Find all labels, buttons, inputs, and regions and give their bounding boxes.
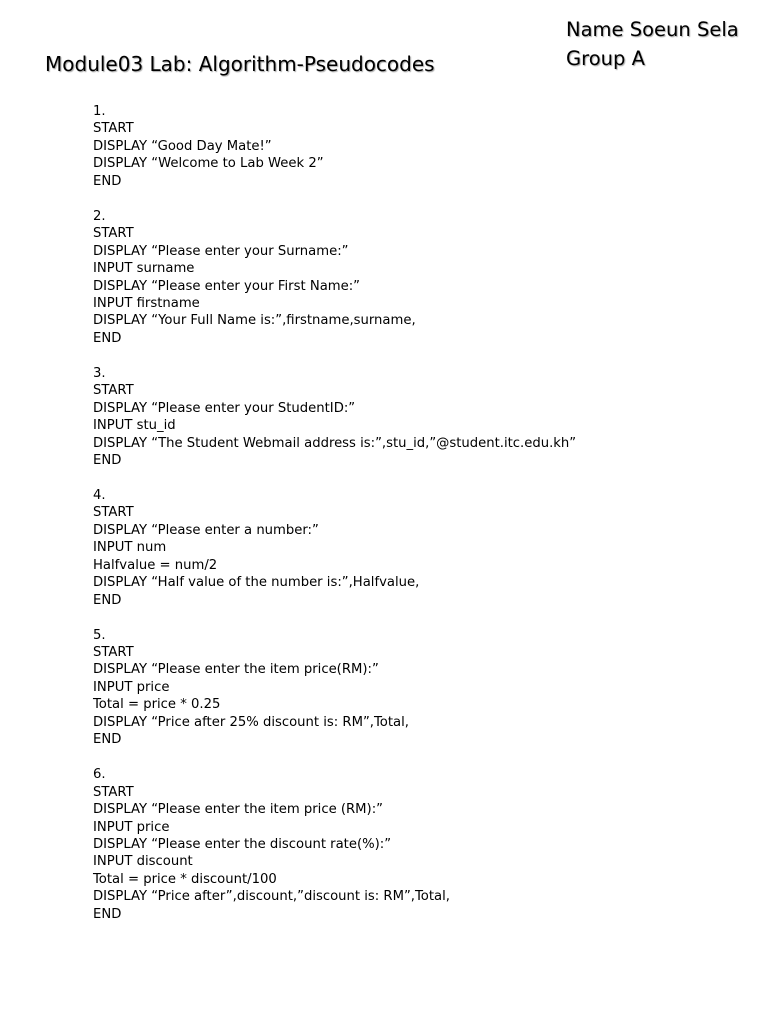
pseudocode-line: DISPLAY “Please enter your First Name:” — [93, 278, 361, 294]
pseudocode-line: START — [93, 226, 134, 242]
algorithm-number: 5. — [93, 627, 106, 643]
pseudocode-line: DISPLAY “Half value of the number is:”,Halfvalue, — [93, 575, 420, 591]
pseudocode-line: DISPLAY “Please enter your Surname:” — [93, 243, 349, 259]
pseudocode-line: DISPLAY “Please enter your StudentID:” — [93, 400, 356, 416]
pseudocode-line: DISPLAY “Please enter the item price(RM):” — [93, 662, 379, 678]
pseudocode-line: END — [93, 592, 122, 608]
student-group: Group A — [566, 47, 645, 70]
pseudocode-line: END — [93, 906, 122, 922]
pseudocode-line: DISPLAY “Please enter the item price (RM):” — [93, 802, 383, 818]
algorithm-number: 3. — [93, 365, 106, 381]
pseudocode-line: DISPLAY “The Student Webmail address is:”,stu_id,”@student.itc.edu.kh” — [93, 435, 577, 451]
pseudocode-line: INPUT price — [93, 819, 170, 835]
author-block — [566, 15, 739, 73]
algorithm-list — [93, 103, 576, 941]
algorithm-block — [93, 208, 576, 348]
algorithm-number: 1. — [93, 104, 106, 119]
algorithm-number: 4. — [93, 487, 106, 503]
algorithm-number: 2. — [93, 208, 106, 224]
pseudocode-line: INPUT price — [93, 679, 170, 695]
pseudocode-line: DISPLAY “Price after”,discount,”discount is: RM”,Total, — [93, 889, 450, 905]
pseudocode-line: INPUT firstname — [93, 295, 200, 311]
pseudocode-line: DISPLAY “Price after 25% discount is: RM”,Total, — [93, 714, 409, 730]
pseudocode-line: Halfvalue = num/2 — [93, 557, 218, 573]
algorithm-block — [93, 627, 576, 749]
pseudocode-line: DISPLAY “Welcome to Lab Week 2” — [93, 156, 324, 172]
pseudocode-line: START — [93, 121, 134, 137]
pseudocode-line: Total = price * discount/100 — [93, 871, 277, 887]
pseudocode-line: END — [93, 732, 122, 748]
pseudocode-line: INPUT num — [93, 540, 167, 556]
pseudocode-line: DISPLAY “Good Day Mate!” — [93, 138, 272, 154]
pseudocode-line: INPUT stu_id — [93, 418, 176, 434]
algorithm-block — [93, 103, 576, 190]
pseudocode-line: INPUT discount — [93, 854, 193, 870]
pseudocode-line: Total = price * 0.25 — [93, 697, 221, 713]
pseudocode-line: DISPLAY “Your Full Name is:”,firstname,surname, — [93, 313, 416, 329]
pseudocode-line: DISPLAY “Please enter the discount rate(%):” — [93, 836, 392, 852]
pseudocode-line: START — [93, 505, 134, 521]
page-title: Module03 Lab: Algorithm-Pseudocodes — [45, 52, 435, 76]
pseudocode-line: START — [93, 644, 134, 660]
pseudocode-line: END — [93, 453, 122, 469]
pseudocode-line: START — [93, 383, 134, 399]
pseudocode-line: END — [93, 173, 122, 189]
pseudocode-line: INPUT surname — [93, 261, 195, 277]
pseudocode-line: END — [93, 330, 122, 346]
algorithm-number: 6. — [93, 767, 106, 783]
algorithm-block — [93, 766, 576, 923]
algorithm-block — [93, 487, 576, 609]
pseudocode-line: START — [93, 784, 134, 800]
algorithm-block — [93, 365, 576, 470]
student-name: Name Soeun Sela — [566, 18, 739, 41]
pseudocode-line: DISPLAY “Please enter a number:” — [93, 522, 319, 538]
